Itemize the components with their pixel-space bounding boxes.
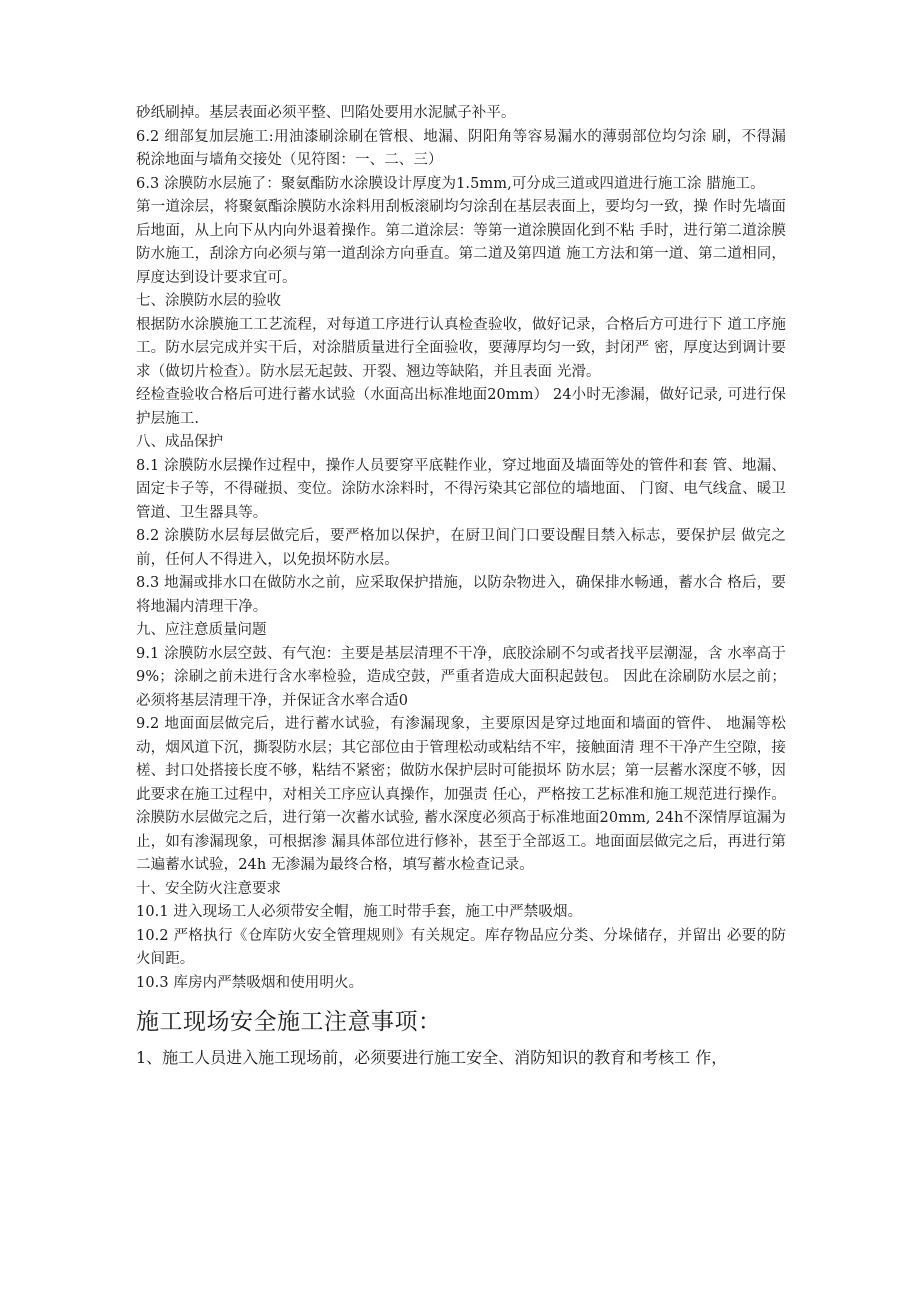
safety-item-1: 1、施工人员进入施工现场前，必须要进行施工安全、消防知识的教育和考核工 作， [136, 1048, 728, 1067]
paragraph: 9.1 涂膜防水层空鼓、有气泡：主要是基层清理不干净，底胶涂刷不匀或者找平层潮湿，含 水率高于9%；涂刷之前未进行含水率检验，造成空鼓，严重者造成大面积起鼓包。 因此在涂刷防水层之前；必须将基层清理干净，并保证含水率合适0 [136, 645, 786, 709]
paragraph: 经检查验收合格后可进行蓄水试验（水面高出标准地面20mm） 24小时无渗漏，做好记录, 可进行保护层施工. [136, 387, 786, 427]
paragraph: 6.2 细部复加层施工:用油漆刷涂刷在管根、地漏、阴阳角等容易漏水的薄弱部位均匀涂 刷，不得漏 税涂地面与墙角交接处（见符图：一、二、三） [136, 128, 786, 168]
paragraph: 第一道涂层，将聚氨酯涂膜防水涂料用刮板滚刷均匀涂刮在基层表面上，要均匀一致，操 作时先墙面后地面，从上向下从内向外退着操作。第二道涂层：等第一道涂膜固化到不粘 手时，进行第二道涂膜防水施工，刮涂方向必须与第一道刮涂方向垂直。第二道及第四道 施工方法和第一道、第二道相同，厚度达到设计要求宜可。 [136, 199, 786, 286]
section-heading-10: 十、安全防火注意要求 [136, 880, 281, 897]
section-heading-8: 八、成品保护 [136, 434, 223, 450]
safety-section-title: 施工现场安全施工注意事项： [136, 1009, 442, 1035]
paragraph: 10.2 严格执行《仓库防火安全管理规则》有关规定。库存物品应分类、分垛储存，并留出 必要的防火间距。 [136, 927, 786, 967]
paragraph: 10.1 进入现场工人必须带安全帽，施工时带手套，施工中严禁吸烟。 [136, 904, 583, 920]
paragraph: 8.1 涂膜防水层操作过程中，操作人员要穿平底鞋作业，穿过地面及墙面等处的管件和套 管、地漏、固定卡子等，不得碰损、变位。涂防水涂料时，不得污染其它部位的墙地面、 门窗、电气线盒、暖卫管道、卫生器具等。 [136, 457, 786, 521]
paragraph: 8.3 地漏或排水口在做防水之前，应采取保护措施，以防杂物进入，确保排水畅通，蓄水合 格后，要将地漏内清理干净。 [136, 575, 786, 615]
paragraph: 砂纸刷掉。基层表面必须平整、凹陷处要用水泥腻子补平。 [136, 105, 516, 121]
paragraph: 10.3 库房内严禁吸烟和使用明火。 [136, 974, 364, 991]
section-heading-7: 七、涂膜防水层的验收 [136, 293, 281, 309]
paragraph: 8.2 涂膜防水层每层做完后，要严格加以保护，在厨卫间门口要设醒目禁入标志，要保护层 做完之前，任何人不得进入，以免损坏防水层。 [136, 528, 786, 568]
document-page [136, 102, 786, 1073]
paragraph: 根据防水涂膜施工工艺流程，对每道工序进行认真检查验收，做好记录，合格后方可进行下 道工序施工。防水层完成并实干后，对涂腊质量进行全面验收，要薄厚均匀一致，封闭严 密，厚度达到调计要求（做切片检查）。防水层无起鼓、开裂、翘边等缺陷，并且表面 光滑。 [136, 316, 786, 380]
section-heading-9: 九、应注意质量问题 [136, 622, 267, 638]
paragraph: 9.2 地面面层做完后，进行蓄水试验，有渗漏现象，主要原因是穿过地面和墙面的管件、 地漏等松动，烟风道下沉，撕裂防水层；其它部位由于管理松动或粘结不牢，接触面清 理不干净产生空隙，接槎、封口处搭接长度不够，粘结不紧密；做防水保护层时可能损坏 防水层；第一层蓄水深度不够，因此要求在施工过程中，对相关工序应认真操作，加强责 任心，严格按工艺标准和施工规范进行操作。涂膜防水层做完之后，进行第一次蓄水试验, 蓄水深度必须高于标准地面20mm, 24h不深情厚谊漏为止，如有渗漏现象，可根据渗 漏具体部位进行修补，甚至于全部返工。地面面层做完之后，再进行第二遍蓄水试验，24h 无渗漏为最终合格，填写蓄水检查记录。 [136, 716, 786, 873]
paragraph: 6.3 涂膜防水层施了：聚氨酯防水涂膜设计厚度为1.5mm,可分成三道或四道进行施工涂 腊施工。 [136, 175, 765, 192]
